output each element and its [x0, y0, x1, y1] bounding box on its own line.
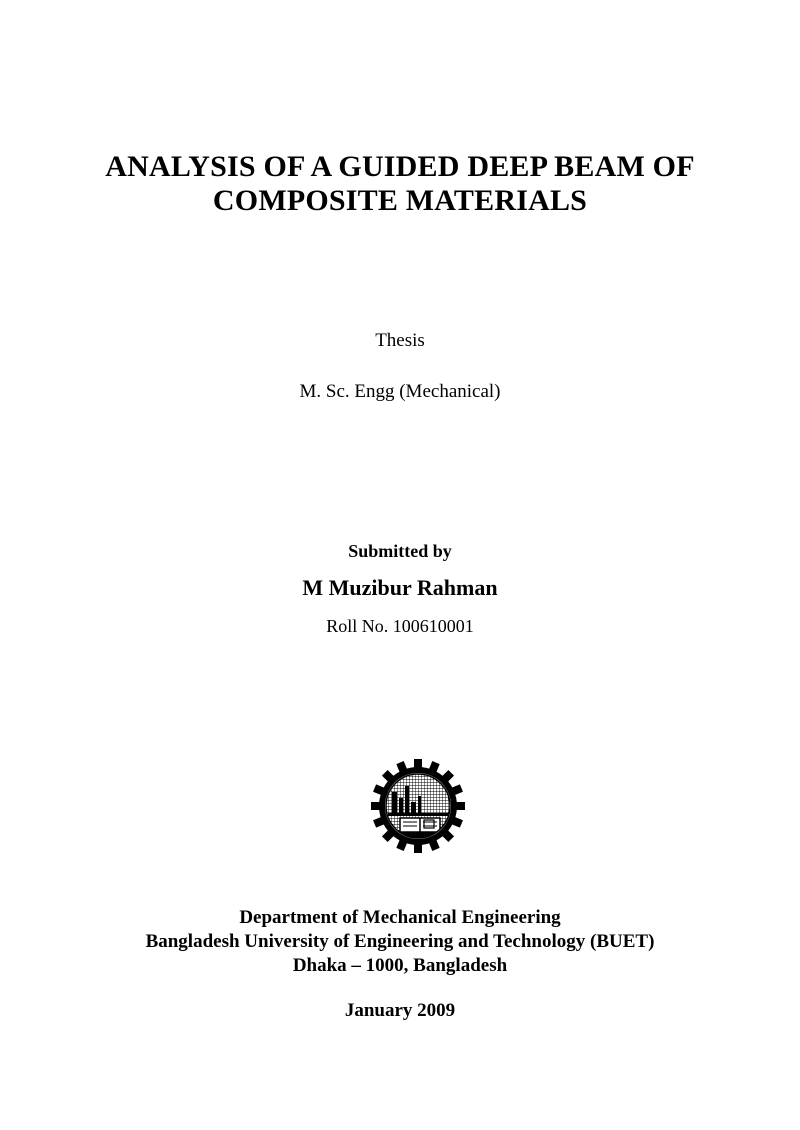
author-name: M Muzibur Rahman	[302, 575, 498, 600]
submission-date: January 2009	[344, 1000, 456, 1021]
degree-name: M. Sc. Engg (Mechanical)	[299, 381, 501, 402]
document-type: Thesis	[375, 330, 425, 351]
institution-block	[0, 906, 800, 978]
thesis-title	[0, 150, 800, 218]
department-name: Department of Mechanical Engineering	[239, 907, 561, 928]
university-name: Bangladesh University of Engineering and Technology (BUET)	[145, 931, 655, 952]
university-location: Dhaka – 1000, Bangladesh	[292, 955, 508, 976]
submitted-by-label: Submitted by	[348, 541, 452, 561]
roll-number: Roll No. 100610001	[326, 616, 474, 636]
thesis-title-line-1: ANALYSIS OF A GUIDED DEEP BEAM OF	[105, 150, 695, 183]
buet-seal-icon	[370, 758, 466, 854]
thesis-title-line-2: COMPOSITE MATERIALS	[212, 184, 588, 217]
